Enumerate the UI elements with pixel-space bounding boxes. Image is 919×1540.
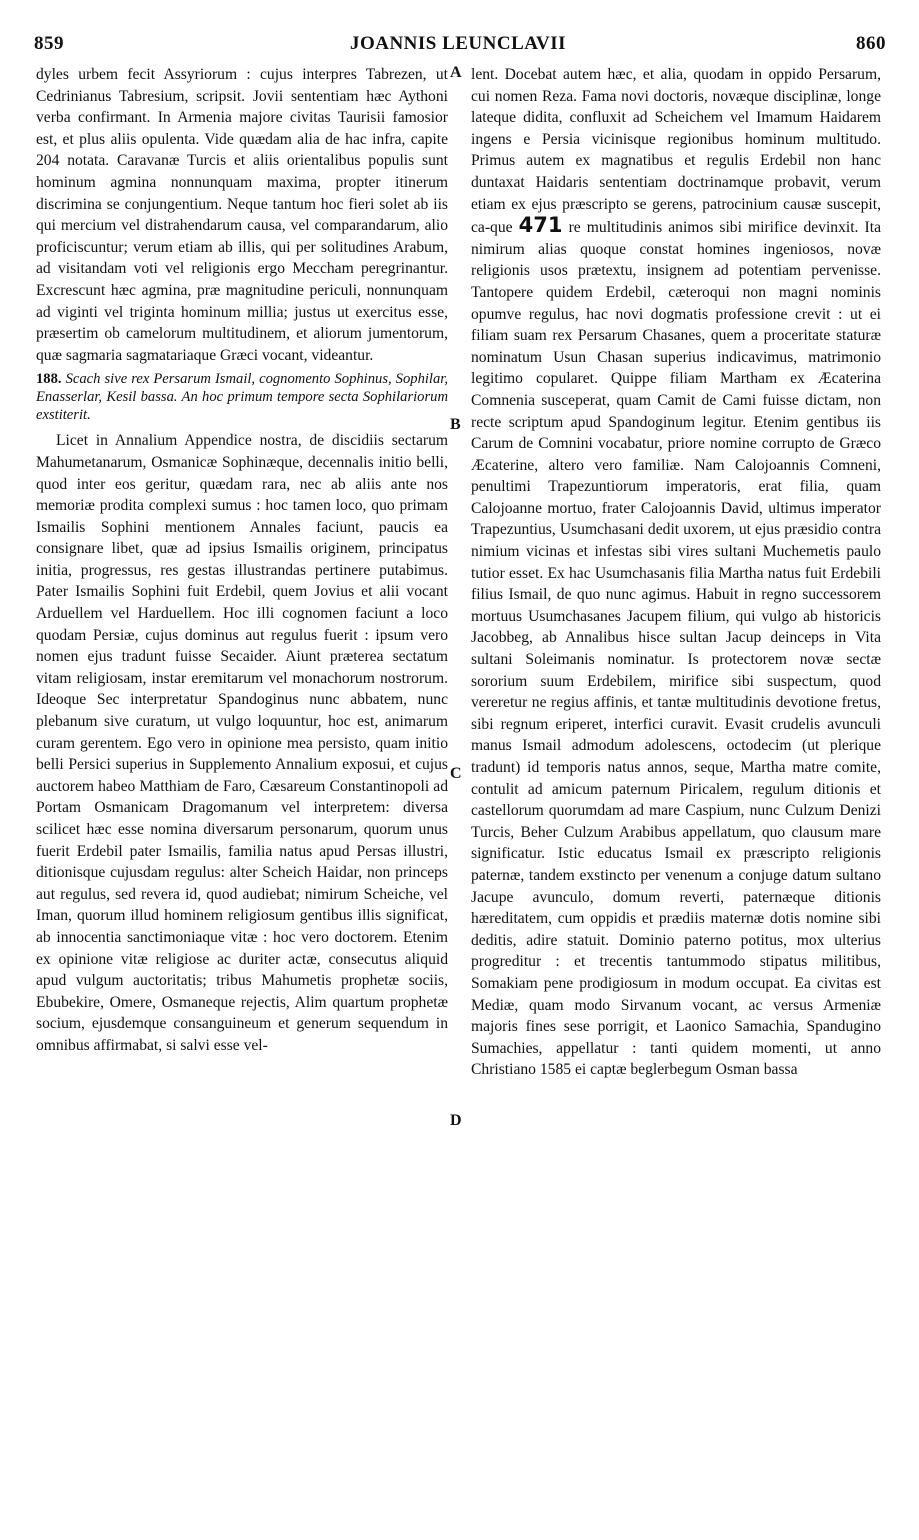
left-paragraph-2: Licet in Annalium Appendice nostra, de discidiis sectarum Mahumetanarum, Osmanicæ Sophinæque, decennalis initio belli, quod inter eos geritur, quædam rara, nec ab aliis ante nos memoriæ prodita complexi sumus : hoc tamen loco, quo primam Ismailis Sophini mentionem Annales faciunt, paucis ea consignare libet, quæ ad ipsius Ismailis originem, principatus initia, progressus, res gestas illustrandas pertinere putabimus. Pater Ismailis Sophini fuit Erdebil, quem Jovius et alii vocant Arduellem vel Harduellem. Hoc illi cognomen faciunt a loco quodam Persiæ, cujus dominus aut regulus fuerit : ipsum vero nomen ejus tradunt fuisse Secaider. Aiunt præterea sectatum vitam religiosam, instar eremitarum vel monachorum nostrorum. Ideoque Sec interpretatur Spandoginus nunc abbatem, nunc plebanum sive curatum, ut vulgo loquuntur, hoc est, animarum curam gerentem. Ego vero in opinione mea persisto, quam initio belli Persici superius in Supplemento Annalium exposui, et cujus auctorem habeo Matthiam de Faro, Cæsareum Constantinopoli ad Portam Osmanicam Dragomanum vel interpretem: diversa scilicet hæc esse nomina diversarum personarum, quorum unus fuerit Erdebil pater Ismailis, familia natus apud Persas illustri, ditionisque cujusdam regulus: alter Scheich Haidar, non princeps aut regulus, sed revera id, quod audiebat; nimirum Scheiche, vel Iman, quorum illud hominem religiosum gentibus illis significat, ab innocentia sanctimoniaque vitæ : hoc vero doctorem. Etenim ex opinione vitæ religiose ac duriter actæ, consecutus aliquid apud vulgum auctoritatis; tribus Mahumetis prophetæ sociis, Ebubekire, Omere, Osmaneque rejectis, Alim quartum prophetæ socium, ejusdemque consanguineum et generum sequendum in omnibus affirmabat, si salvi esse vel- xyxy=(36,432,448,1054)
inline-page-number: 471 xyxy=(518,213,563,238)
margin-letter-b: B xyxy=(450,416,461,433)
section-heading xyxy=(36,370,448,424)
page-header xyxy=(30,33,886,57)
margin-letter-a: A xyxy=(450,64,462,81)
section-number: 188. xyxy=(36,371,62,388)
left-column xyxy=(36,64,448,1057)
section-title: Scach sive rex Persarum Ismail, cognomento Sophinus, Sophilar, Enasserlar, Kesil bassa. An hoc primum tempore secta Sophilariorum exstiterit. xyxy=(36,371,448,424)
right-text-part-1: lent. Docebat autem hæc, et alia, quodam in oppido Persarum, cui nomen Reza. Fama novi doctoris, novæque disciplinæ, longe lateque didita, confluxit ad Scheichem vel Imamum Haidarem ingens e Persia vicinisque regionibus hominum multitudo. Primus autem ex magnatibus et regulis Erdebil non hanc duntaxat Haidaris sententiam doctrinamque probavit, verum etiam ex ejus præscripto se gerens, patrocinium causæ suscepit, ca-que xyxy=(471,66,881,237)
page-number-left: 859 xyxy=(34,33,64,54)
left-paragraph-1: dyles urbem fecit Assyriorum : cujus interpres Tabrezen, ut Cedrinianus Tabresium, scripsit. Jovii sententiam hæc Aythoni verba confirmant. In Armenia majore civitas Taurisii famosior est, et plus aliis opulenta. Vide quædam alia de hac infra, capite 204 notata. Caravanæ Turcis et aliis orientalibus populis sunt hominum agmina nonnunquam maxima, propter itinerum discrimina se conjungentium. Neque tantum hoc fieri solet ab iis qui mercium vel distrahendarum causa, vel comparandarum, alio proficiscuntur; verum etiam ab illis, qui per solitudines Arabum, ad visitandam voti vel religionis ergo Meccham peregrinantur. Excrescunt hæc agmina, præ magnitudine periculi, nonnunquam ad viginti vel triginta hominum millia; justus ut exercitus esse, præsertim ob camelorum multitudinem, et aliorum jumentorum, quæ sagmaria sagmatariaque Græci vocant, videantur. xyxy=(36,66,448,364)
margin-letter-c: C xyxy=(450,765,462,782)
right-paragraph xyxy=(471,64,881,1081)
page-number-right: 860 xyxy=(856,33,886,54)
right-text-part-2: re multitudinis animos sibi mirifice devinxit. Ita nimirum alias quoque constat homines ingeniosos, novæ religionis usos prætextu, insignem ad potentiam pervenisse. Tantopere quidem Erdebil, cæteroqui non magni nominis opumve regulus, hac novi dogmatis professione crevit : ut ei filiam suam rex Persarum Chasanes, quem a proceritate staturæ nominatum Usun Chasan superius indicavimus, matrimonio legitimo copularet. Quippe filiam Martham ex Æcaterina Comnenia susceperat, quam Camit de Cami fuisse dictam, non recte scriptum apud Spandoginum legitur. Etenim gentibus iis Carum de Comnini vocabatur, priore nomine corrupto de Græco Æcaterine, altero vero familiæ. Nam Calojoannis Comneni, penultimi Trapezuntiorum imperatoris, erat filia, quam Calojoanne mortuo, frater Calojoannis David, ultimus imperator Trapezuntius, Usumchasani dedit uxorem, ut ejus præsidio contra nimium vicinas et infestas sibi vires sultani Muchemetis paulo tutior esset. Ex hac Usumchasanis filia Martha natus fuit Erdebili filius Ismail, de quo nunc agimus. Habuit in regno successorem mortuus Usumchasanes Jacupem filium, qui vulgo ab historicis Jacobbeg, ab Annalibus hisce sultan Jacup deinceps in Vita sultani Soleimanis nominatur. Is protectorem novæ sectæ sororium suum Erdebilem, mirifice sibi suspectum, quod vereretur ne regius affinis, et tantæ multitudinis devotione fretus, sibi regnum eriperet, interfici curavit. Evasit crudelis avunculi manus Ismail admodum adolescens, octodecim (ut plerique tradunt) id temporis natus annos, seque, Martha matre comite, contulit ad amicum paternum Piricalem, regulum ditionis et castellorum quorumdam ad mare Caspium, nunc Culzum Denizi Turcis, Beher Culzum Arabibus appellatum, quo clausum mare significatur. Istic educatus Ismail ex præscripto religionis paternæ, tandem exstincto per venenum a conjuge datum sultano Jacupe avunculo, domum reverti, paternæque ditionis hæreditatem, cum oppidis et prædiis maternæ dotis nomine sibi deditis, adire statuit. Dominio paterno potitus, mox ulterius progreditur : et trecentis tantummodo stipatus militibus, Somakiam pene prodigiosum in modum occupat. Ea civitas est Mediæ, quam modo Sirvanum vocant, ac versus Armeniæ majoris fines sese porrigit, et Laonico Samachia, Spandugino Sumachies, appellatur : tanti quidem momenti, ut anno Christiano 1585 ei captæ beglerbegum Osman bassa xyxy=(471,219,881,1079)
right-column xyxy=(471,64,881,1081)
running-title: JOANNIS LEUNCLAVII xyxy=(349,33,567,54)
margin-letter-d: D xyxy=(450,1112,462,1129)
